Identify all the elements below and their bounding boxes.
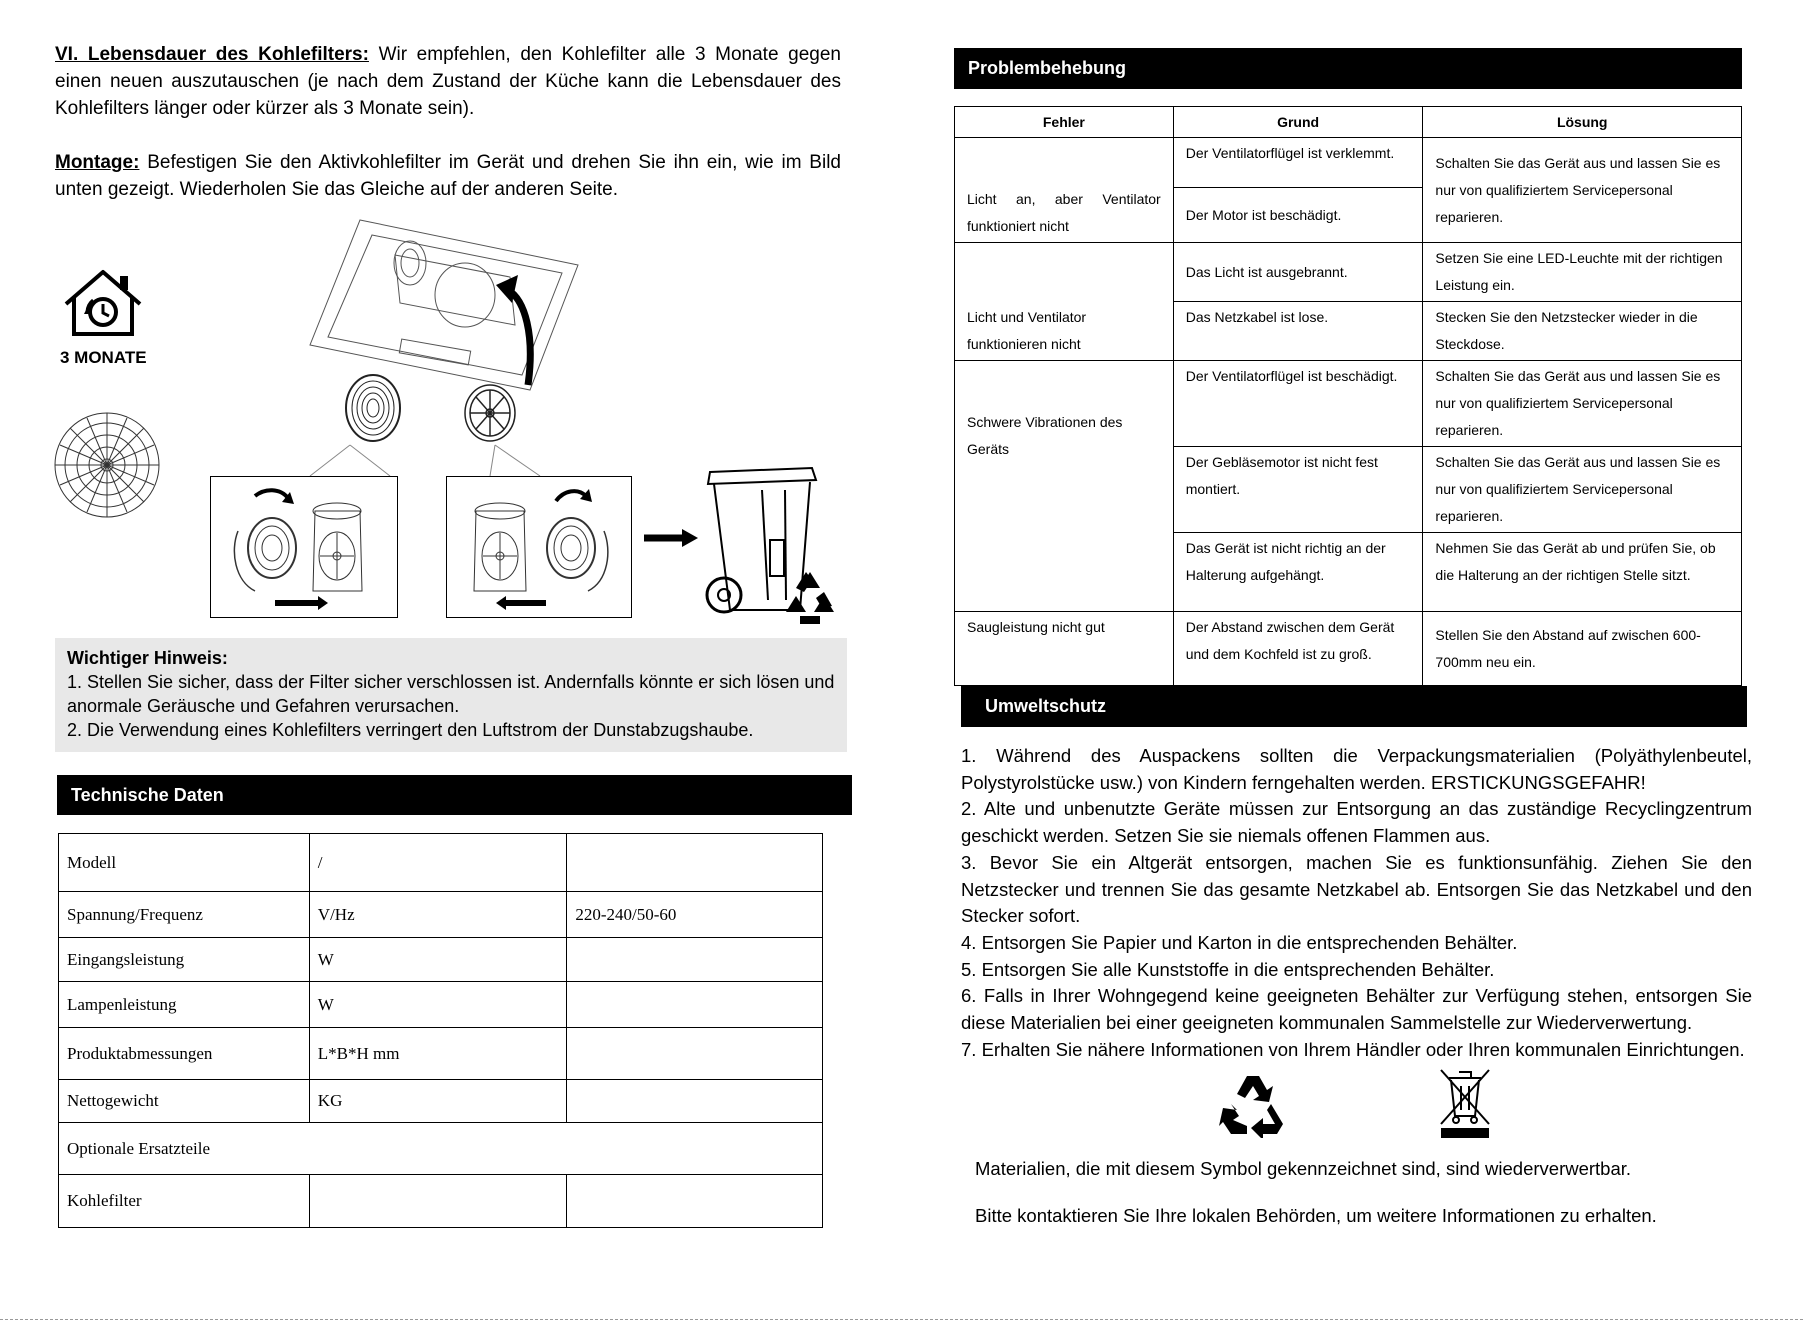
environment-header: Umweltschutz xyxy=(961,686,1747,727)
right-arrow-icon xyxy=(642,526,700,550)
tech-value xyxy=(567,1175,823,1228)
weee-crossed-bin-icon xyxy=(1437,1066,1493,1138)
tech-label: Lampenleistung xyxy=(59,982,310,1028)
tech-data-header: Technische Daten xyxy=(57,775,852,815)
recyclable-note: Materialien, die mit diesem Symbol gekennzeichnet sind, sind wiederverwertbar. xyxy=(975,1158,1632,1179)
table-row xyxy=(955,361,1742,447)
solution-cell: Schalten Sie das Gerät aus und lassen Sie es nur von qualifiziertem Servicepersonal reparieren. xyxy=(1423,447,1742,533)
tech-unit: W xyxy=(309,982,567,1028)
contact-note: Bitte kontaktieren Sie Ihre lokalen Behörden, um weitere Informationen zu erhalten. xyxy=(975,1205,1657,1226)
hood-assembly-illustration xyxy=(300,215,580,415)
recycle-icon xyxy=(1218,1074,1288,1138)
install-step-2-illustration xyxy=(446,476,632,618)
tech-unit: L*B*H mm xyxy=(309,1028,567,1080)
table-header-row xyxy=(955,107,1742,138)
montage-heading: Montage: xyxy=(55,152,140,173)
col-header-cause: Grund xyxy=(1173,107,1423,138)
install-step-1-illustration xyxy=(210,476,398,618)
cause-cell: Der Motor ist beschädigt. xyxy=(1173,188,1423,243)
table-row xyxy=(955,243,1742,302)
tech-label: Modell xyxy=(59,834,310,892)
table-row xyxy=(59,982,823,1028)
solution-cell: Stecken Sie den Netzstecker wieder in die Steckdose. xyxy=(1423,302,1742,361)
env-item-2: 2. Alte und unbenutzte Geräte müssen zur Entsorgung an das zuständige Recyclingzentrum geschickt werden. Setzen Sie sie niemals offenen Flammen aus. xyxy=(961,798,1752,847)
solution-cell: Nehmen Sie das Gerät ab und prüfen Sie, ob die Halterung an der richtigen Stelle sitzt. xyxy=(1423,533,1742,612)
solution-cell: Setzen Sie eine LED-Leuchte mit der richtigen Leistung ein. xyxy=(1423,243,1742,302)
table-row xyxy=(59,1028,823,1080)
fault-cell: Licht und Ventilator funktionieren nicht xyxy=(955,243,1174,361)
tech-label: Kohlefilter xyxy=(59,1175,310,1228)
env-item-5: 5. Entsorgen Sie alle Kunststoffe in die entsprechenden Behälter. xyxy=(961,958,1495,980)
tech-value xyxy=(567,1080,823,1123)
tech-section-label: Optionale Ersatzteile xyxy=(59,1123,823,1175)
environment-list xyxy=(961,743,1752,1063)
table-row xyxy=(59,938,823,982)
solution-cell: Stellen Sie den Abstand auf zwischen 600-700mm neu ein. xyxy=(1423,612,1742,686)
cause-cell: Das Netzkabel ist lose. xyxy=(1173,302,1423,361)
montage-text: Befestigen Sie den Aktivkohlefilter im Gerät und drehen Sie ihn ein, wie im Bild unten gezeigt. Wiederholen Sie das Gleiche auf der anderen Seite. xyxy=(55,152,841,200)
tech-unit: V/Hz xyxy=(309,892,567,938)
table-row xyxy=(59,834,823,892)
lifetime-heading: VI. Lebensdauer des Kohlefilters: xyxy=(55,44,369,65)
notice-line-1: 1. Stellen Sie sicher, dass der Filter sicher verschlossen ist. Andernfalls könnte er sich lösen und anormale Geräusche und Gefahren verursachen. xyxy=(67,672,835,716)
cause-cell: Der Ventilatorflügel ist beschädigt. xyxy=(1173,361,1423,447)
solution-cell: Schalten Sie das Gerät aus und lassen Sie es nur von qualifiziertem Servicepersonal reparieren. xyxy=(1423,361,1742,447)
lifetime-paragraph xyxy=(55,41,841,122)
fan-grille-illustration xyxy=(52,410,162,520)
col-header-solution: Lösung xyxy=(1423,107,1742,138)
fault-cell: Saugleistung nicht gut xyxy=(955,612,1174,686)
waste-bin-icon xyxy=(700,460,852,626)
cause-cell: Der Gebläsemotor ist nicht fest montiert. xyxy=(1173,447,1423,533)
montage-paragraph xyxy=(55,149,841,203)
fault-cell: Licht an, aber Ventilator funktioniert nicht xyxy=(955,138,1174,243)
recycle-icon-small xyxy=(786,572,834,624)
tech-unit: / xyxy=(309,834,567,892)
tech-value xyxy=(567,982,823,1028)
tech-value xyxy=(567,938,823,982)
tech-unit xyxy=(309,1175,567,1228)
house-clock-icon xyxy=(60,268,146,338)
carbon-filter-icon xyxy=(343,373,403,443)
important-notice xyxy=(55,638,847,752)
troubleshooting-header: Problembehebung xyxy=(954,48,1742,89)
cause-cell: Das Gerät ist nicht richtig an der Halterung aufgehängt. xyxy=(1173,533,1423,612)
tech-label: Spannung/Frequenz xyxy=(59,892,310,938)
lifetime-text: Wir empfehlen, den Kohlefilter alle 3 Monate gegen einen neuen auszutauschen (je nach dem Zustand der Küche kann die Lebensdauer des Kohlefilters länger oder kürzer als 3 Monate sein). xyxy=(55,44,841,119)
cause-cell: Der Abstand zwischen dem Gerät und dem Kochfeld ist zu groß. xyxy=(1173,612,1423,686)
env-item-7: 7. Erhalten Sie nähere Informationen von Ihrem Händler oder Ihren kommunalen Einrichtungen. xyxy=(961,1038,1745,1060)
env-item-4: 4. Entsorgen Sie Papier und Karton in die entsprechenden Behälter. xyxy=(961,931,1518,953)
notice-title: Wichtiger Hinweis: xyxy=(67,648,228,668)
tech-value xyxy=(567,834,823,892)
table-row xyxy=(59,1123,823,1175)
solution-cell: Schalten Sie das Gerät aus und lassen Sie es nur von qualifiziertem Servicepersonal reparieren. xyxy=(1423,138,1742,243)
filter-frame-icon xyxy=(462,383,518,443)
tech-unit: W xyxy=(309,938,567,982)
env-item-3: 3. Bevor Sie ein Altgerät entsorgen, machen Sie es funktionsunfähig. Ziehen Sie den Netzstecker und trennen Sie das gesamte Netzkabel ab. Entsorgen Sie das Netzkabel und den Stecker sofort. xyxy=(961,851,1752,927)
troubleshooting-table xyxy=(954,106,1742,686)
page-bottom-divider xyxy=(0,1319,1803,1320)
col-header-fault: Fehler xyxy=(955,107,1174,138)
three-months-label: 3 MONATE xyxy=(60,348,147,367)
table-row xyxy=(59,1080,823,1123)
notice-line-2: 2. Die Verwendung eines Kohlefilters verringert den Luftstrom der Dunstabzugshaube. xyxy=(67,720,754,740)
tech-data-table xyxy=(58,833,823,1228)
cause-cell: Der Ventilatorflügel ist verklemmt. xyxy=(1173,138,1423,188)
table-row xyxy=(59,892,823,938)
table-row xyxy=(955,612,1742,686)
fault-cell: Schwere Vibrationen des Geräts xyxy=(955,361,1174,612)
cause-cell: Das Licht ist ausgebrannt. xyxy=(1173,243,1423,302)
tech-label: Produktabmessungen xyxy=(59,1028,310,1080)
tech-unit: KG xyxy=(309,1080,567,1123)
table-row xyxy=(59,1175,823,1228)
tech-label: Nettogewicht xyxy=(59,1080,310,1123)
table-row xyxy=(955,138,1742,188)
tech-value: 220-240/50-60 xyxy=(567,892,823,938)
tech-label: Eingangsleistung xyxy=(59,938,310,982)
env-item-6: 6. Falls in Ihrer Wohngegend keine geeigneten Behälter zur Verfügung stehen, entsorgen Sie diese Materialien bei einer geeigneten kommunalen Sammelstelle zur Wiederverwertung. xyxy=(961,985,1752,1034)
tech-value xyxy=(567,1028,823,1080)
env-item-1: 1. Während des Auspackens sollten die Verpackungsmaterialien (Polyäthylenbeutel, Polystyrolstücke usw.) von Kindern ferngehalten werden. ERSTICKUNGSGEFAHR! xyxy=(961,745,1752,793)
callout-lines xyxy=(300,440,560,480)
